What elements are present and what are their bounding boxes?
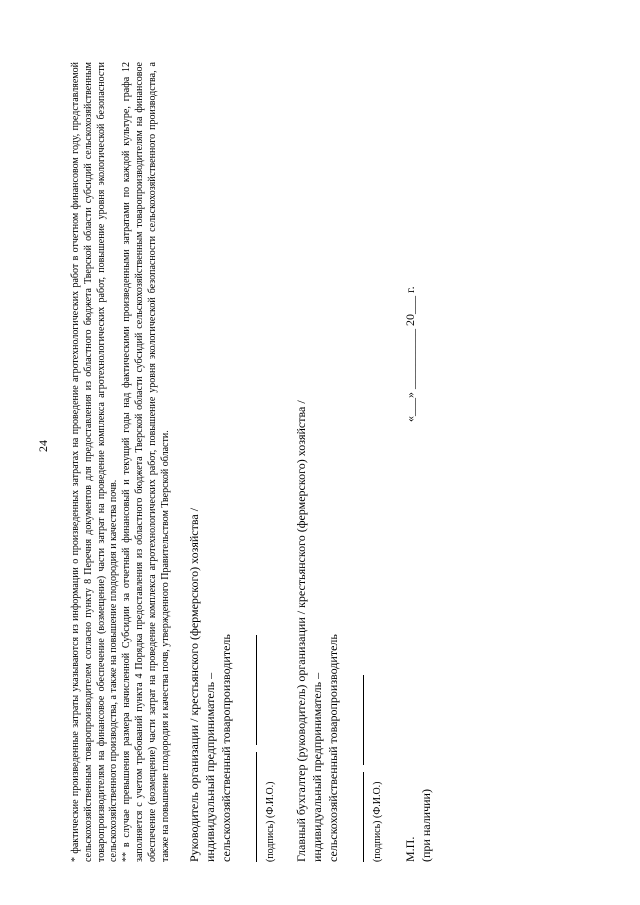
head-signature-caption: (подпись) (Ф.И.О.) <box>265 781 277 862</box>
stamp-block <box>402 62 434 862</box>
stamp-note: (при наличии) <box>419 789 434 862</box>
accountant-title-line-1: Главный бухгалтер (руководитель) организации / крестьянского (фермерского) хозяйства / <box>294 400 309 862</box>
rotated-page-content <box>70 62 570 862</box>
page-number: 24 <box>36 440 50 452</box>
head-title-line-2: индивидуальный предприниматель – <box>203 672 218 862</box>
date-line: «___» __________ 20___ г. <box>403 286 418 422</box>
signature-block-head <box>186 62 279 862</box>
signature-block-accountant <box>293 62 386 862</box>
accountant-title-line-3: сельскохозяйственный товаропроизводитель <box>326 634 341 862</box>
footnotes <box>70 62 172 862</box>
accountant-signature-line <box>349 772 364 862</box>
footnote-2: ** в случае превышения размера начисленной Субсидии за отчетный финансовый и текущий годы над фактическими произведенными затратами по каждой культуре, графа 12 заполняется с учетом требований пункта 4 Порядка предоставления из областного бюджета Тверской области субсидий сельскохозяйственным товаропроизводителям на финансовое обеспечение (возмещение) части затрат на проведение комплекса агротехнологических работ, повышение уровня экологической безопасности сельскохозяйственного производства, а также на повышение плодородия и качества почв, утвержденного Правительством Тверской области. <box>121 62 171 862</box>
accountant-signature-caption: (подпись) (Ф.И.О.) <box>372 781 384 862</box>
head-name-line <box>242 635 257 745</box>
stamp-label: М.П. <box>403 836 418 862</box>
accountant-signature-row <box>349 62 368 862</box>
head-title-line-3: сельскохозяйственный товаропроизводитель <box>219 634 234 862</box>
accountant-name-line <box>349 675 364 765</box>
head-signature-row <box>242 62 261 862</box>
head-signature-line <box>242 752 257 862</box>
accountant-title-line-2: индивидуальный предприниматель – <box>310 672 325 862</box>
footnote-1: * фактические произведенные затраты указываются из информации о произведенных затратах на проведение агротехнологических работ в отчетном финансовом году, представляемой сельскохозяйственным товаропроизводителем согласно пункту 8 Перечня документов для предоставления из областного бюджета Тверской области субсидий сельскохозяйственным товаропроизводителям на финансовое обеспечение (возмещение) части затрат на проведение комплекса агротехнологических работ, повышение уровня экологической безопасности сельскохозяйственного производства, а также на повышение плодородия и качества почв. <box>70 62 120 862</box>
head-title-line-1: Руководитель организации / крестьянского (фермерского) хозяйства / <box>187 507 202 862</box>
